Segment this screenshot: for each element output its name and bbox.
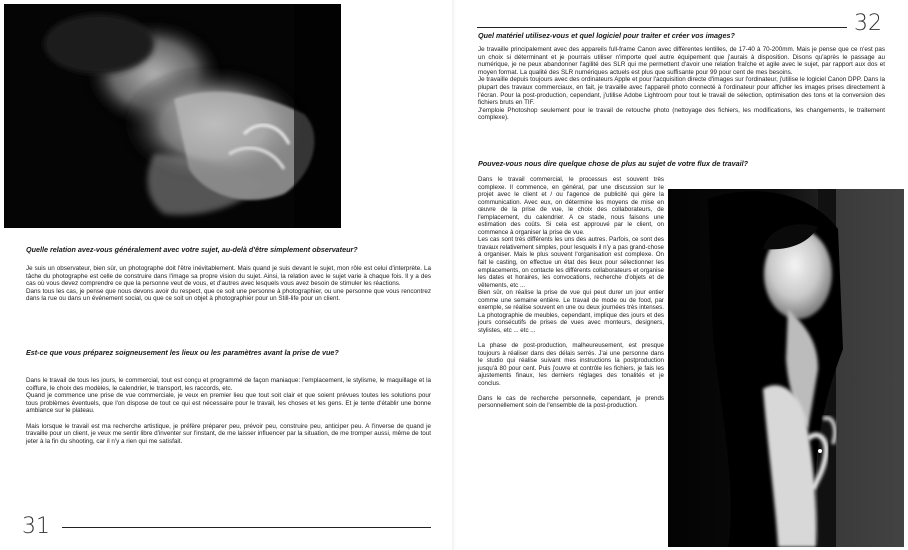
paragraph: Je suis un observateur, bien sûr, un photographe doit l'être inévitablement. Mais quand je suis devant le sujet, mon rôle est celui d'interprète. La tâche du photographe est celle de construire dans l'image sa propre vision du sujet. Ainsi, la relation avec le sujet varie à chaque fois. Il y a des cas où vous devez comprendre ce que la personne veut de vous, et d'autres avec lesquels vous avez besoin de stimuler les réactions.	[26, 265, 431, 288]
answer-relation-subject	[26, 265, 431, 303]
answer-workflow	[478, 176, 664, 410]
paragraph-spacer	[478, 334, 664, 342]
question-relation-subject: Quelle relation avez-vous généralement avec votre sujet, au-delà d'être simplement observateur?	[26, 245, 358, 254]
paragraph: Dans tous les cas, je pense que nous devons avoir du respect, que ce soit une personne à photographier, ou une personne que vous rencontrez dans la rue ou dans un événement social, ou que ce soit un objet à photographier pour un Still-life pour un client.	[26, 287, 431, 303]
answer-equipment-software	[478, 46, 885, 122]
paragraph: Dans le travail de tous les jours, le commercial, tout est conçu et programmé de façon maniaque: l'emplacement, le stylisme, le maquillage et la coiffure, le choix des modèles, le calendrier, le transport, les raccords, etc.	[26, 377, 431, 392]
answer-preparation	[26, 377, 431, 445]
paragraph: Les cas sont très différents les uns des autres. Parfois, ce sont des travaux relativement simples, pour lesquels il n'y a pas grand-chose à organiser. Mais le plus souvent l'organisation est complexe. On fait le casting, on effectue un état des lieux pour sélectionner les emplacements, on contacte les différents collaborateurs et organise les dates et horaires, les convocations, recherche d'objets et de vêtements, etc ...	[478, 236, 664, 289]
paragraph: J'emploie Photoshop seulement pour le travail de retouche photo (nettoyage des fichiers, les modifications, les changements, le traitement complexe).	[478, 106, 885, 122]
paragraph: Dans le cas de recherche personnelle, cependant, je prends personnellement soin de l'ensemble de la post-production.	[478, 394, 664, 410]
question-workflow: Pouvez-vous nous dire quelque chose de plus au sujet de votre flux de travail?	[478, 159, 748, 168]
paragraph-spacer	[26, 415, 431, 423]
portrait-photo-blurred-woman	[4, 4, 341, 228]
photo-image	[4, 4, 341, 228]
paragraph: Je travaille depuis toujours avec des ordinateurs Apple et pour l'acquisition directe d'images sur l'ordinateur, j'utilise le logiciel Canon DPP. Dans la plupart des travaux commerciaux, en fait, je travaille avec l'appareil photo connecté à l'ordinateur pour afficher les images prises directement à l'écran. Pour la post-production, cependant, j'utilise Adobe Lightroom pour tout le travail de sélection, optimisation des tons et la conversion des fichiers bruts en TIF.	[478, 76, 885, 107]
page-gutter	[452, 0, 456, 550]
header-rule-right	[477, 27, 847, 28]
footer-rule-left	[62, 527, 431, 528]
paragraph: Bien sûr, on réalise la prise de vue qui peut durer un jour entier comme une semaine entière. Le travail de mode ou de food, par exemple, se réalise souvent en une ou deux journées très intenses. La photographie de meubles, cependant, implique des jours et des jours consécutifs de prises de vues avec monteurs, designers, stylistes, etc ... etc ...	[478, 289, 664, 334]
page-number-right: 32	[854, 11, 882, 36]
page-number-left: 31	[22, 514, 50, 539]
question-preparation: Est-ce que vous préparez soigneusement les lieux ou les paramètres avant la prise de vue?	[26, 348, 339, 357]
photo-image	[668, 189, 904, 547]
paragraph: Je travaille principalement avec des appareils full-frame Canon avec différentes lentilles, de 17-40 à 70-200mm. Mais je pense que ce n'est pas un choix si déterminant et je pourrais utiliser n'importe quel autre équipement que j'aurais à disposition. Disons qu'après le passage au numérique, je ne peux abandonner l'agilité des SLR qui me permettent d'avoir une relation fraîche et agile avec le sujet, par rapport aux dos et moyen format. La qualité des SLR numériques actuels est plus que suffisante pour 99 pour cent de mes besoins.	[478, 46, 885, 76]
paragraph: Dans le travail commercial, le processus est souvent très complexe. Il commence, en général, par une discussion sur le projet avec le client et / ou l'agence de publicité qui gère la communication. Avec eux, on détermine les moyens de mise en œuvre de la prise de vue, le choix des collaborateurs, de l'emplacement, du calendrier. A ce stade, nous faisons une estimation des coûts. Si cela est approuvé par le client, on commence à organiser la prise de vue.	[478, 176, 664, 236]
portrait-photo-woman-in-doorway	[668, 189, 904, 547]
paragraph: Mais lorsque le travail est ma recherche artistique, je préfère préparer peu, prévoir peu, construire peu, anticiper peu. A l'inverse de quand je travaille pour un client, je veux me sentir libre d'inventer sur l'instant, de me laisser influencer par la situation, de me tromper aussi, même de tout jeter à la fin du shooting, car il n'y a rien qui me satisfait.	[26, 422, 431, 445]
paragraph: Quand je commence une prise de vue commerciale, je veux en premier lieu que tout soit clair et que soient prévues toutes les solutions pour tous problèmes éventuels, que l'on dispose de tout ce qui est nécessaire pour le travail, les choses et les gens. Et je tente d'établir une bonne ambiance sur le plateau.	[26, 392, 431, 415]
paragraph-spacer	[478, 387, 664, 395]
paragraph: La phase de post-production, malheureusement, est presque toujours à réaliser dans des délais serrés. J'ai une personne dans le studio qui réalise suivant mes instructions la postproduction jusqu'à 80 pour cent. Puis j'ouvre et contrôle les fichiers, je fais les ajustements finaux, les derniers réglages des tonalités et je conclus.	[478, 341, 664, 387]
question-equipment-software: Quel matériel utilisez-vous et quel logiciel pour traiter et créer vos images?	[478, 31, 735, 40]
